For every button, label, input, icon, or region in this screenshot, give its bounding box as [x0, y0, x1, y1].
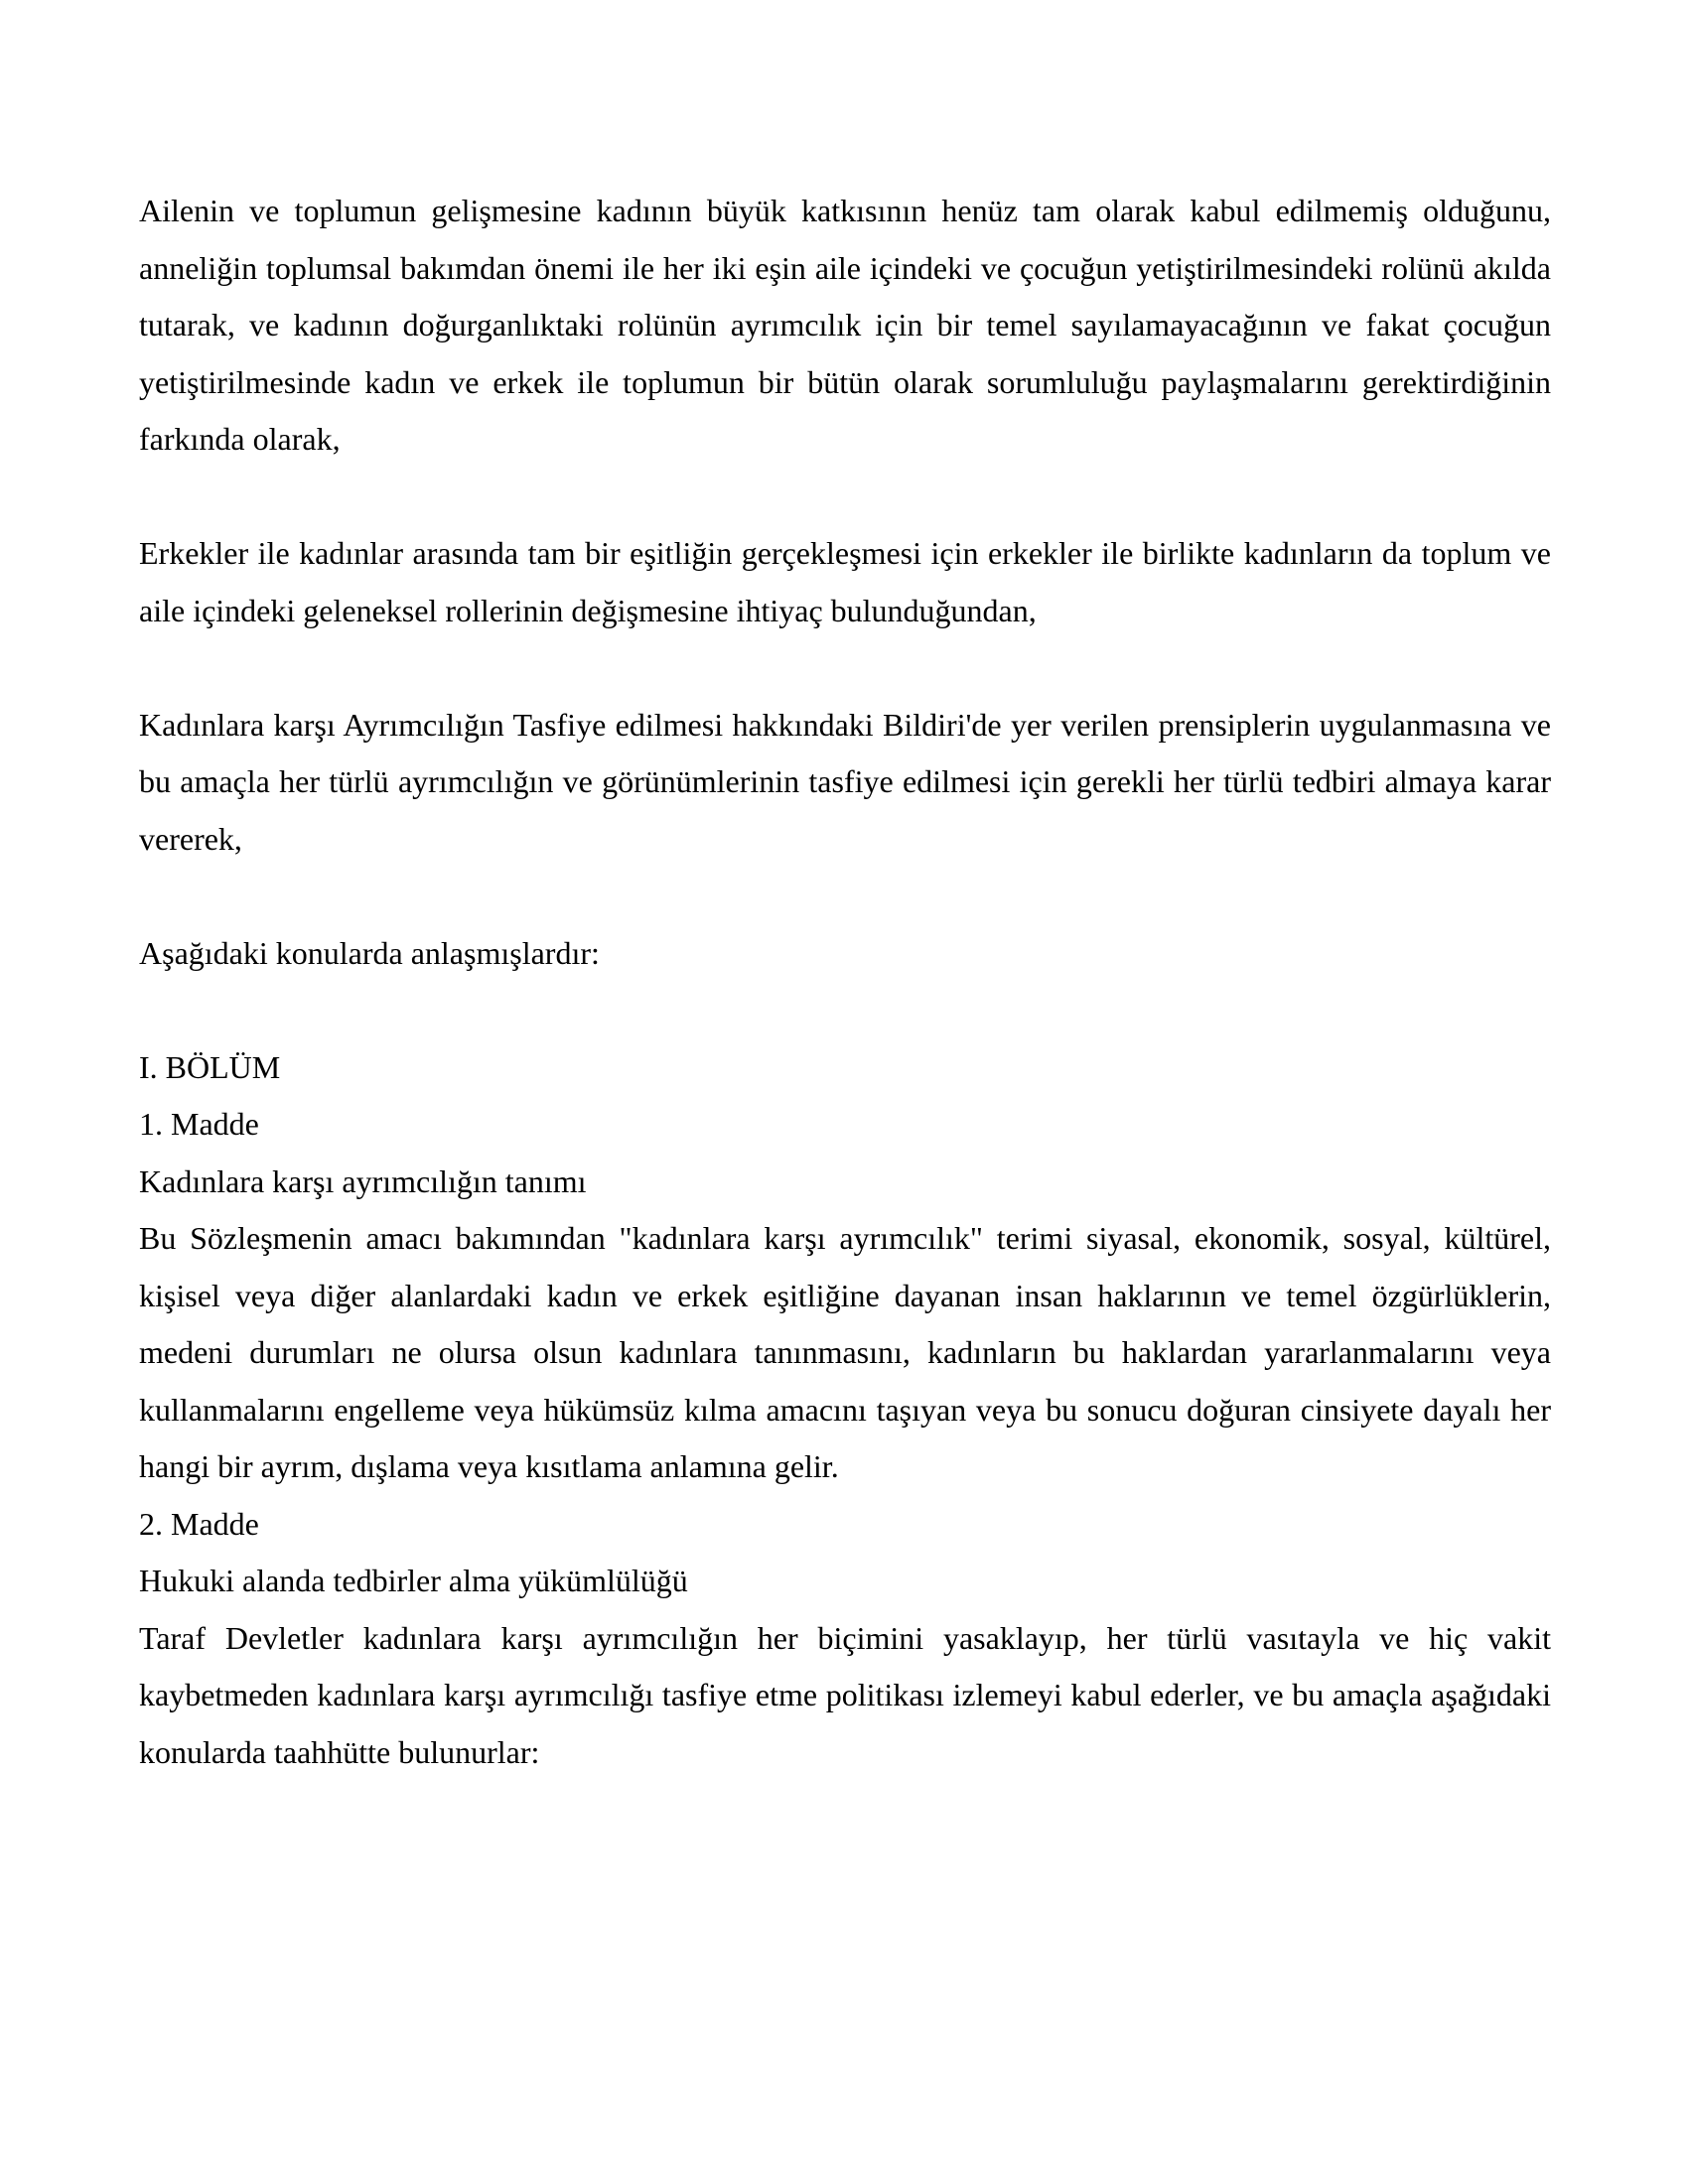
preamble-paragraph-2: Erkekler ile kadınlar arasında tam bir eşitliğin gerçekleşmesi için erkekler ile birlikte kadınların da toplum ve aile içindeki geleneksel rollerinin değişmesine ihtiyaç bulunduğundan,: [139, 535, 1551, 628]
article-2-title: Hukuki alanda tedbirler alma yükümlülüğü: [139, 1563, 688, 1598]
section-1-heading: I. BÖLÜM: [139, 1048, 281, 1085]
article-1-label: 1. Madde: [139, 1106, 259, 1142]
preamble-paragraph-1: Ailenin ve toplumun gelişmesine kadının büyük katkısının henüz tam olarak kabul edilmemiş olduğunu, anneliğin toplumsal bakımdan önemi ile her iki eşin aile içindeki ve çocuğun yetiştirilmesindeki rolünü akılda tutarak, ve kadının doğurganlıktaki rolünün ayrımcılık için bir temel sayılamayacağının ve fakat çocuğun yetiştirilmesinde kadın ve erkek ile toplumun bir bütün olarak sorumluluğu paylaşmalarını gerektirdiğinin farkında olarak,: [139, 193, 1551, 457]
article-2-body: Taraf Devletler kadınlara karşı ayrımcılığın her biçimini yasaklayıp, her türlü vasıtayla ve hiç vakit kaybetmeden kadınlara karşı ayrımcılığı tasfiye etme politikası izlemeyi kabul ederler, ve bu amaçla aşağıdaki konularda taahhütte bulunurlar:: [139, 1619, 1551, 1770]
article-2-label: 2. Madde: [139, 1505, 259, 1542]
preamble-paragraph-3: Kadınlara karşı Ayrımcılığın Tasfiye edilmesi hakkındaki Bildiri'de yer verilen prensiplerin uygulanmasına ve bu amaçla her türlü ayrımcılığın ve görünümlerinin tasfiye edilmesi için gerekli her türlü tedbiri almaya karar vererek,: [139, 706, 1551, 857]
article-1-body: Bu Sözleşmenin amacı bakımından "kadınlara karşı ayrımcılık" terimi siyasal, ekonomik, sosyal, kültürel, kişisel veya diğer alanlardaki kadın ve erkek eşitliğine dayanan insan haklarının ve temel özgürlüklerin, medeni durumları ne olursa olsun kadınlara tanınmasını, kadınların bu haklardan yararlanmalarını veya kullanmalarını engelleme veya hükümsüz kılma amacını taşıyan veya bu sonucu doğuran cinsiyete dayalı her hangi bir ayrım, dışlama veya kısıtlama anlamına gelir.: [139, 1220, 1551, 1484]
article-1-title: Kadınlara karşı ayrımcılığın tanımı: [139, 1162, 587, 1199]
preamble-lead-line: Aşağıdaki konularda anlaşmışlardır:: [139, 934, 600, 971]
